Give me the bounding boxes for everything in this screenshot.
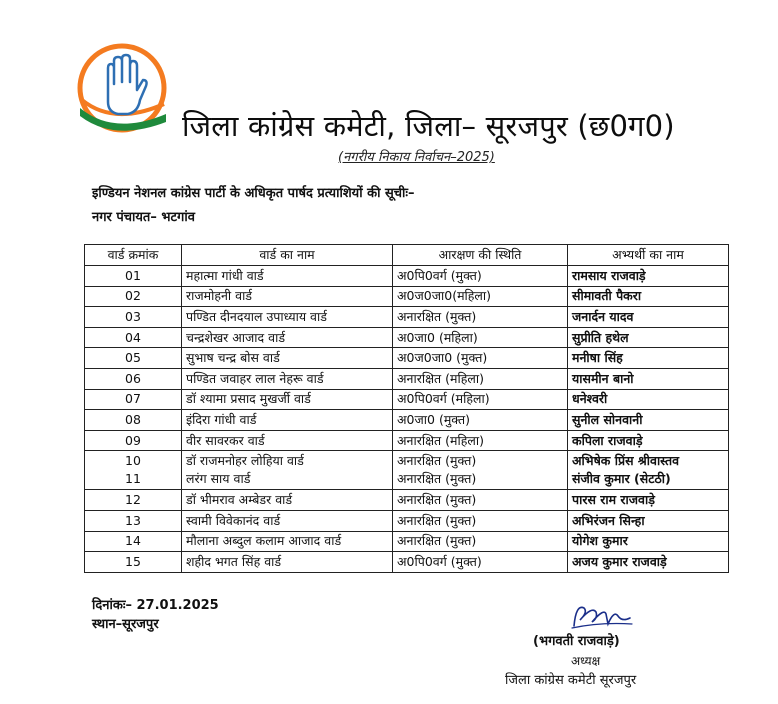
reservation-status: अनारक्षित (महिला) xyxy=(393,430,568,451)
reservation-status: अ0जा0 (मुक्त) xyxy=(393,410,568,431)
ward-name-b: लरंग साय वार्ड xyxy=(186,471,251,487)
ward-number: 14 xyxy=(85,531,182,552)
ward-number: 07 xyxy=(85,389,182,410)
header-ward-number: वार्ड क्रमांक xyxy=(85,245,182,266)
ward-name: डॉ भीमराव अम्बेडर वार्ड xyxy=(182,490,393,511)
ward-number-a: 10 xyxy=(125,453,141,469)
table-row xyxy=(85,490,729,511)
congress-hand-logo-icon xyxy=(74,42,170,138)
reservation-a: अनारक्षित (मुक्त) xyxy=(397,453,477,469)
reservation-status: अ0ज0जा0 (मुक्त) xyxy=(393,348,568,369)
candidate-a: अभिषेक प्रिंस श्रीवास्तव xyxy=(572,453,680,469)
table-row xyxy=(85,552,729,573)
reservation-status: अनारक्षित (मुक्त) xyxy=(393,490,568,511)
signatory-name: (भगवती राजवाड़े) xyxy=(533,634,620,649)
document-subtitle: (नगरीय निकाय निर्वाचन–2025) xyxy=(338,150,495,165)
ward-number: 02 xyxy=(85,286,182,307)
reservation-status: अनारक्षित (मुक्त) xyxy=(393,307,568,328)
signatory-role: अध्यक्ष xyxy=(571,654,601,668)
document-date: दिनांकः– 27.01.2025 xyxy=(92,598,219,613)
ward-name: डॉ श्यामा प्रसाद मुखर्जी वार्ड xyxy=(182,389,393,410)
ward-number: 03 xyxy=(85,307,182,328)
table-row xyxy=(85,348,729,369)
reservation-status: अ0पि0वर्ग (मुक्त) xyxy=(393,552,568,573)
table-header-row xyxy=(85,245,729,266)
candidate-name: योगेश कुमार xyxy=(568,531,729,552)
candidate-name xyxy=(568,451,729,490)
ward-name: स्वामी विवेकानंद वार्ड xyxy=(182,510,393,531)
ward-number xyxy=(85,451,182,490)
table-row xyxy=(85,286,729,307)
candidate-name: यासमीन बानो xyxy=(568,368,729,389)
ward-number: 01 xyxy=(85,266,182,287)
reservation-status: अ0पि0वर्ग (मुक्त) xyxy=(393,266,568,287)
table-row xyxy=(85,307,729,328)
reservation-status: अ0ज0जा0(महिला) xyxy=(393,286,568,307)
candidate-name: सुप्रीति हथेल xyxy=(568,327,729,348)
ward-number: 12 xyxy=(85,490,182,511)
candidate-name: जनार्दन यादव xyxy=(568,307,729,328)
candidate-name: अभिरंजन सिन्हा xyxy=(568,510,729,531)
table-row-merged xyxy=(85,451,729,490)
ward-name: सुभाष चन्द्र बोस वार्ड xyxy=(182,348,393,369)
candidate-b: संजीव कुमार (सेटठी) xyxy=(572,471,671,487)
signatory-organization: जिला कांग्रेस कमेटी सूरजपुर xyxy=(505,673,637,688)
candidate-name: धनेश्वरी xyxy=(568,389,729,410)
table-row xyxy=(85,531,729,552)
signature-icon xyxy=(566,598,636,634)
ward-name: चन्द्रशेखर आजाद वार्ड xyxy=(182,327,393,348)
ward-name: मौलाना अब्दुल कलाम आजाद वार्ड xyxy=(182,531,393,552)
header-reservation: आरक्षण की स्थिति xyxy=(393,245,568,266)
candidate-name: कपिला राजवाड़े xyxy=(568,430,729,451)
ward-number: 06 xyxy=(85,368,182,389)
ward-name: राजमोहनी वार्ड xyxy=(182,286,393,307)
nagar-panchayat-label: नगर पंचायत– भटगांव xyxy=(92,210,195,225)
table-row xyxy=(85,410,729,431)
header-ward-name: वार्ड का नाम xyxy=(182,245,393,266)
document-title: जिला कांग्रेस कमेटी, जिला– सूरजपुर (छ0ग0) xyxy=(182,109,675,143)
reservation-status xyxy=(393,451,568,490)
ward-number: 04 xyxy=(85,327,182,348)
ward-name: पण्डित जवाहर लाल नेहरू वार्ड xyxy=(182,368,393,389)
reservation-status: अनारक्षित (मुक्त) xyxy=(393,510,568,531)
ward-number: 08 xyxy=(85,410,182,431)
ward-number: 15 xyxy=(85,552,182,573)
ward-name-a: डॉ राजमनोहर लोहिया वार्ड xyxy=(186,453,304,469)
header-candidate: अभ्यर्थी का नाम xyxy=(568,245,729,266)
candidate-name: पारस राम राजवाड़े xyxy=(568,490,729,511)
ward-number: 05 xyxy=(85,348,182,369)
document-place: स्थान–सूरजपुर xyxy=(92,617,159,632)
intro-text: इण्डियन नेशनल कांग्रेस पार्टी के अधिकृत पार्षद प्रत्याशियों की सूचीः– xyxy=(92,186,415,201)
candidate-name: सुनील सोनवानी xyxy=(568,410,729,431)
ward-candidates-table xyxy=(84,244,729,573)
ward-name: महात्मा गांधी वार्ड xyxy=(182,266,393,287)
ward-name: शहीद भगत सिंह वार्ड xyxy=(182,552,393,573)
reservation-status: अ0पि0वर्ग (महिला) xyxy=(393,389,568,410)
candidate-name: सीमावती पैकरा xyxy=(568,286,729,307)
reservation-status: अनारक्षित (मुक्त) xyxy=(393,531,568,552)
candidate-name: रामसाय राजवाड़े xyxy=(568,266,729,287)
table-row xyxy=(85,368,729,389)
ward-number-b: 11 xyxy=(125,471,141,487)
table-row xyxy=(85,266,729,287)
table-row xyxy=(85,389,729,410)
reservation-status: अ0जा0 (महिला) xyxy=(393,327,568,348)
table-row xyxy=(85,510,729,531)
table-row xyxy=(85,430,729,451)
reservation-b: अनारक्षित (मुक्त) xyxy=(397,471,477,487)
ward-name: वीर सावरकर वार्ड xyxy=(182,430,393,451)
ward-name xyxy=(182,451,393,490)
candidate-name: अजय कुमार राजवाड़े xyxy=(568,552,729,573)
ward-number: 09 xyxy=(85,430,182,451)
reservation-status: अनारक्षित (महिला) xyxy=(393,368,568,389)
ward-name: पण्डित दीनदयाल उपाध्याय वार्ड xyxy=(182,307,393,328)
ward-number: 13 xyxy=(85,510,182,531)
candidate-name: मनीषा सिंह xyxy=(568,348,729,369)
ward-name: इंदिरा गांधी वार्ड xyxy=(182,410,393,431)
table-row xyxy=(85,327,729,348)
